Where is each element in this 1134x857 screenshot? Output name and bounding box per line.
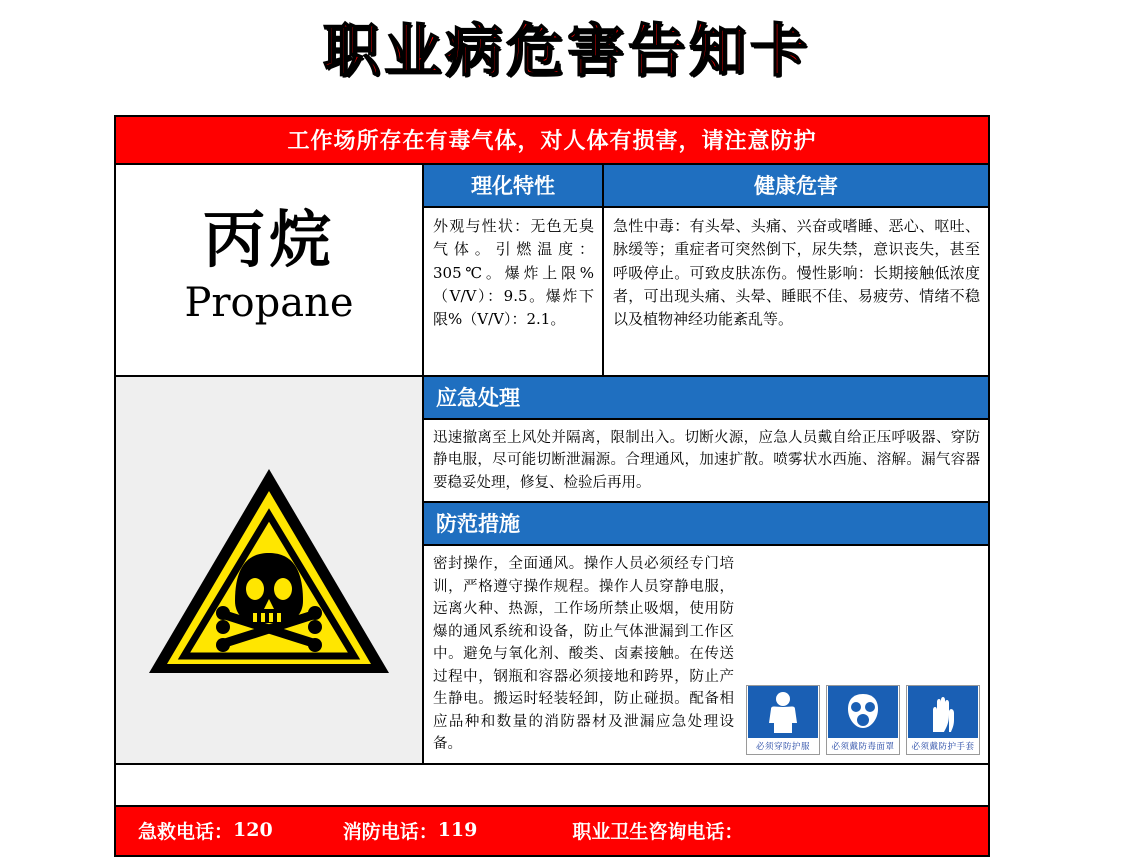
physical-properties-text: 外观与性状：无色无臭气体。引燃温度：305℃。爆炸上限%（V/V）：9.5。爆炸下限%（V/V）：2.1。 bbox=[433, 217, 594, 328]
fire-phone-label: 消防电话： bbox=[342, 820, 438, 843]
physical-properties-header: 理化特性 bbox=[424, 165, 602, 208]
substance-name-cn: 丙烷 bbox=[202, 202, 335, 276]
health-hazard-header: 健康危害 bbox=[604, 165, 988, 208]
card-row-top bbox=[116, 165, 988, 377]
substance-name-en: Propane bbox=[184, 280, 354, 327]
health-hazard-section bbox=[604, 165, 988, 377]
physical-properties-section bbox=[424, 165, 604, 377]
card-row-middle bbox=[116, 377, 988, 765]
ppe-caption: 必须戴防毒面罩 bbox=[831, 741, 895, 752]
measures-header: 防范措施 bbox=[424, 503, 988, 546]
pictogram-cell bbox=[116, 377, 424, 765]
protective-gloves-icon bbox=[908, 686, 978, 738]
hazard-card bbox=[114, 115, 990, 857]
blank-strip bbox=[116, 765, 988, 807]
measures-text: 密封操作，全面通风。操作人员必须经专门培训，严格遵守操作规程。操作人员穿静电服，远离火种、热源，工作场所禁止吸烟，使用防爆的通风系统和设备，防止气体泄漏到工作区中。避免与氧化剂、酸类、卤素接触。在传送过程中，钢瓶和容器必须接地和跨界，防止产生静电。搬运时轻装轻卸，防止碰损。配备相应品种和数量的消防器材及泄漏应急处理设备。 bbox=[433, 556, 734, 753]
toxic-skull-warning-icon bbox=[143, 459, 395, 681]
emergency-section bbox=[424, 377, 988, 503]
warning-banner: 工作场所存在有毒气体，对人体有损害，请注意防护 bbox=[116, 117, 988, 165]
ppe-gas-mask bbox=[826, 685, 900, 755]
ppe-icon-group bbox=[742, 679, 988, 763]
occupational-health-phone-label: 职业卫生咨询电话： bbox=[572, 820, 744, 843]
protective-suit-icon bbox=[748, 686, 818, 738]
ppe-caption: 必须穿防护服 bbox=[755, 741, 810, 752]
emergency-phone-value: 120 bbox=[233, 819, 273, 842]
emergency-text: 迅速撤离至上风处并隔离，限制出入。切断火源，应急人员戴自给正压呼吸器、穿防静电服，尽可能切断泄漏源。合理通风，加速扩散。喷雾状水西施、溶解。漏气容器要稳妥处理，修复、检验后再用。 bbox=[424, 420, 988, 503]
ppe-protective-suit bbox=[746, 685, 820, 755]
ppe-caption: 必须戴防护手套 bbox=[911, 741, 975, 752]
measures-section bbox=[424, 503, 988, 762]
substance-name-cell bbox=[116, 165, 424, 377]
ppe-protective-gloves bbox=[906, 685, 980, 755]
page-title: 职业病危害告知卡 bbox=[323, 18, 811, 84]
emergency-header: 应急处理 bbox=[424, 377, 988, 420]
gas-mask-icon bbox=[828, 686, 898, 738]
footer-contacts bbox=[116, 807, 988, 855]
health-hazard-text: 急性中毒：有头晕、头痛、兴奋或嗜睡、恶心、呕吐、脉缓等；重症者可突然倒下，尿失禁，意识丧失，甚至呼吸停止。可致皮肤冻伤。慢性影响：长期接触低浓度者，可出现头痛、头晕、睡眠不佳、易疲劳、情绪不稳以及植物神经功能紊乱等。 bbox=[613, 217, 980, 328]
emergency-phone-label: 急救电话： bbox=[138, 820, 234, 843]
fire-phone-value: 119 bbox=[437, 819, 478, 842]
right-sections bbox=[424, 377, 988, 765]
measures-body bbox=[424, 546, 988, 762]
